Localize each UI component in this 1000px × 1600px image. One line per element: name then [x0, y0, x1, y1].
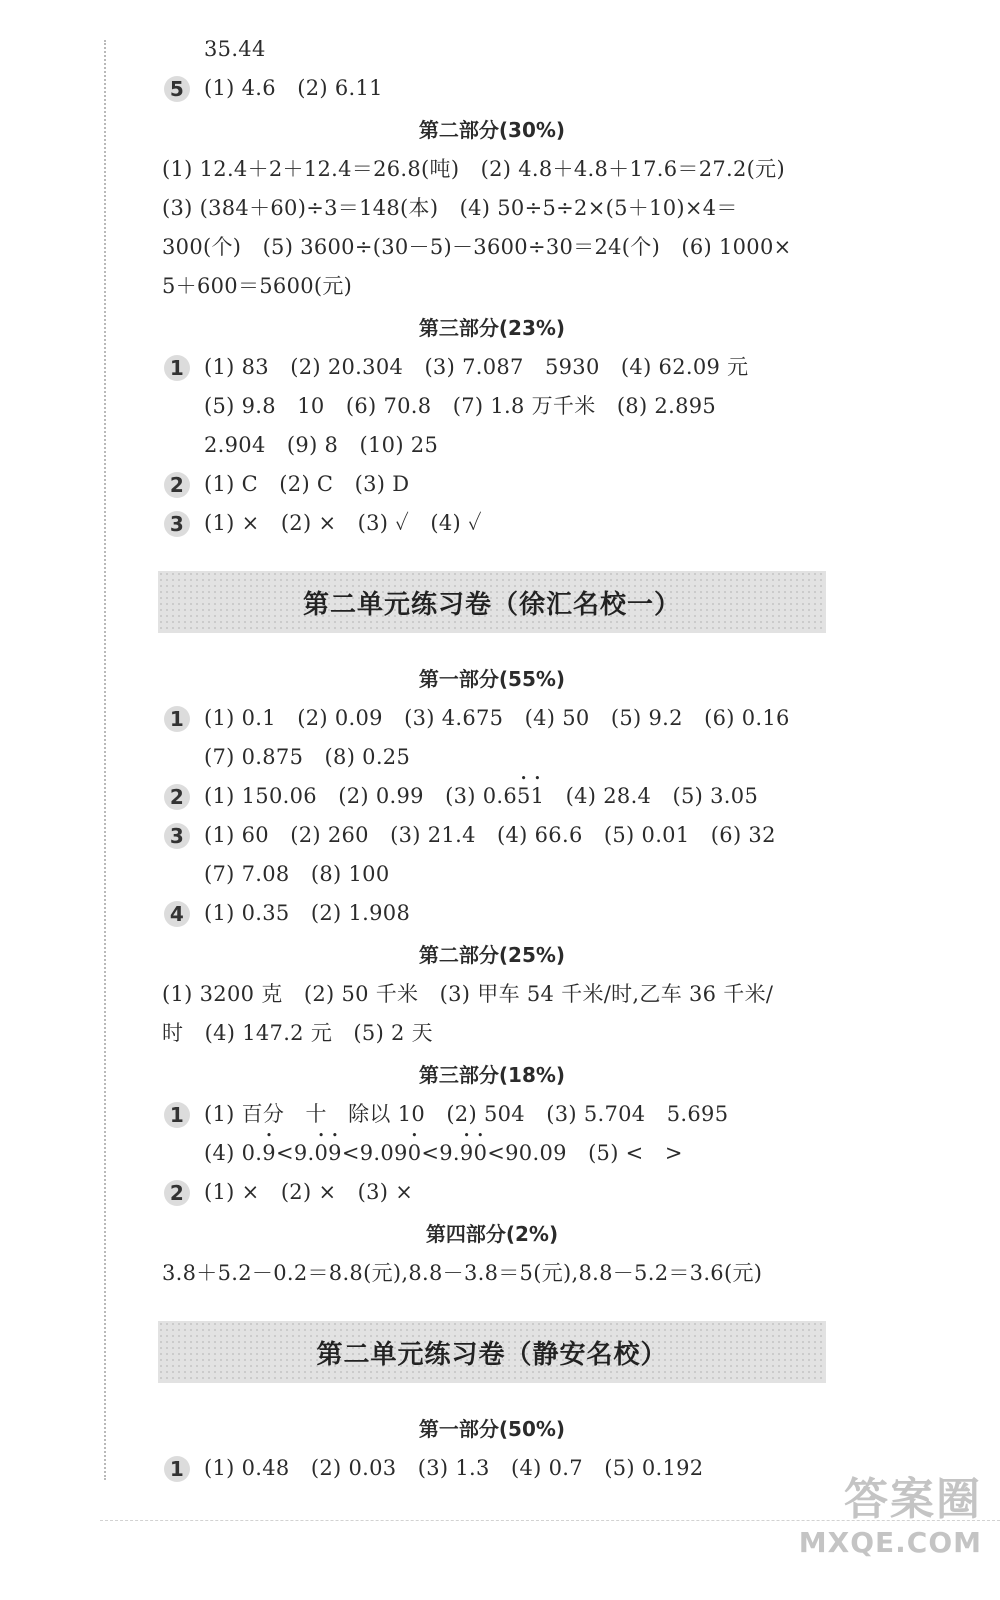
question-number-badge: 2: [164, 472, 190, 498]
question-4-answer: [162, 894, 822, 933]
answer-line-recurring-decimals: [162, 1134, 822, 1173]
repeating-dot-digit: • 1: [531, 777, 545, 816]
answer-text: (1) 0.1 (2) 0.09 (3) 4.675 (4) 50 (5) 9.2 (6) 0.16: [204, 706, 790, 730]
question-1-answer: [162, 1095, 822, 1134]
question-1-answer: [162, 348, 822, 387]
answer-line: (1) 12.4＋2＋12.4＝26.8(吨) (2) 4.8＋4.8＋17.6＝27.2(元): [162, 157, 785, 181]
repeating-dot-digit: • 9: [328, 1134, 342, 1173]
question-number-badge: 1: [164, 355, 190, 381]
question-2-answer: [162, 465, 822, 504]
repeating-dot-digit: • 0: [314, 1134, 328, 1173]
answer-text: (1) 0.48 (2) 0.03 (3) 1.3 (4) 0.7 (5) 0.192: [204, 1456, 704, 1480]
question-5-answer: [162, 69, 822, 108]
answer-text: (1) C (2) C (3) D: [204, 472, 410, 496]
answer-text: (1) 百分 十 除以 10 (2) 504 (3) 5.704 5.695: [204, 1102, 729, 1126]
section-heading-part2: 第二部分(25%): [418, 943, 566, 967]
watermark-url: MXQE.COM: [798, 1526, 982, 1559]
question-number-badge: 1: [164, 706, 190, 732]
repeating-dot-digit: • 5: [517, 777, 531, 816]
answer-page: [162, 30, 822, 1488]
answer-line: (3) (384＋60)÷3＝148(本) (4) 50÷5÷2×(5＋10)×4＝: [162, 196, 738, 220]
answer-text: <9.09: [341, 1141, 408, 1165]
answer-text: (1) 4.6 (2) 6.11: [204, 76, 383, 100]
answer-line: (7) 0.875 (8) 0.25: [204, 745, 411, 769]
answer-text: <9.: [275, 1141, 315, 1165]
answer-line: (1) 3200 克 (2) 50 千米 (3) 甲车 54 千米/时,乙车 36 千米/: [162, 982, 774, 1006]
section-heading-part1: 第一部分(55%): [418, 667, 566, 691]
unit-banner-jingan: 第二单元练习卷（静安名校）: [158, 1321, 826, 1383]
site-watermark: [792, 1474, 982, 1560]
answer-line: (5) 9.8 10 (6) 70.8 (7) 1.8 万千米 (8) 2.895: [204, 394, 717, 418]
answer-text: <9.: [421, 1141, 460, 1165]
question-3-answer: [162, 816, 822, 855]
answer-line: 5＋600＝5600(元): [162, 274, 353, 298]
question-number-badge: 3: [164, 823, 190, 849]
answer-line: 2.904 (9) 8 (10) 25: [204, 433, 439, 457]
answer-line: 300(个) (5) 3600÷(30－5)－3600÷30＝24(个) (6) 1000×: [162, 235, 792, 259]
repeating-dot-digit: • 9: [262, 1134, 276, 1173]
question-1-answer: [162, 699, 822, 738]
section-heading-part4: 第四部分(2%): [425, 1222, 559, 1246]
question-2-answer: [162, 1173, 822, 1212]
continued-answer: 35.44: [204, 37, 266, 61]
answer-text: (1) × (2) × (3) ×: [204, 1180, 414, 1204]
repeating-dot-digit: • 0: [474, 1134, 488, 1173]
answer-line: (7) 7.08 (8) 100: [204, 862, 390, 886]
unit-banner-xuhui: 第二单元练习卷（徐汇名校一）: [158, 571, 826, 633]
question-number-badge: 2: [164, 1180, 190, 1206]
answer-text: (1) × (2) × (3) ✓ (4) ✓: [204, 511, 482, 535]
answer-text: (1) 150.06 (2) 0.99 (3) 0.6: [204, 784, 517, 808]
repeating-dot-digit: • 0: [408, 1134, 422, 1173]
repeating-dot-digit: • 9: [460, 1134, 474, 1173]
answer-text: (1) 0.35 (2) 1.908: [204, 901, 411, 925]
answer-text: (1) 60 (2) 260 (3) 21.4 (4) 66.6 (5) 0.01 (6) 32: [204, 823, 776, 847]
answer-text: (4) 0.: [204, 1141, 263, 1165]
question-number-badge: 3: [164, 511, 190, 537]
section-heading-part3: 第三部分(18%): [418, 1063, 566, 1087]
question-number-badge: 2: [164, 784, 190, 810]
answer-line: 时 (4) 147.2 元 (5) 2 天: [162, 1021, 433, 1045]
question-3-answer: [162, 504, 822, 543]
question-number-badge: 1: [164, 1456, 190, 1482]
binding-margin-line: [104, 40, 106, 1480]
answer-line: 3.8＋5.2－0.2＝8.8(元),8.8－3.8＝5(元),8.8－5.2＝3.6(元): [162, 1261, 763, 1285]
answer-text: <90.09 (5) < >: [487, 1141, 683, 1165]
question-number-badge: 4: [164, 901, 190, 927]
answer-text: (1) 83 (2) 20.304 (3) 7.087 5930 (4) 62.09 元: [204, 355, 749, 379]
question-1-answer: [162, 1449, 822, 1488]
question-number-badge: 1: [164, 1102, 190, 1128]
answer-text: (4) 28.4 (5) 3.05: [544, 784, 759, 808]
section-heading-part2: 第二部分(30%): [418, 118, 566, 142]
section-heading-part1: 第一部分(50%): [418, 1417, 566, 1441]
question-number-badge: 5: [164, 76, 190, 102]
question-2-answer: [162, 777, 822, 816]
watermark-logo-text: 答案圈: [844, 1474, 982, 1525]
section-heading-part3: 第三部分(23%): [418, 316, 566, 340]
